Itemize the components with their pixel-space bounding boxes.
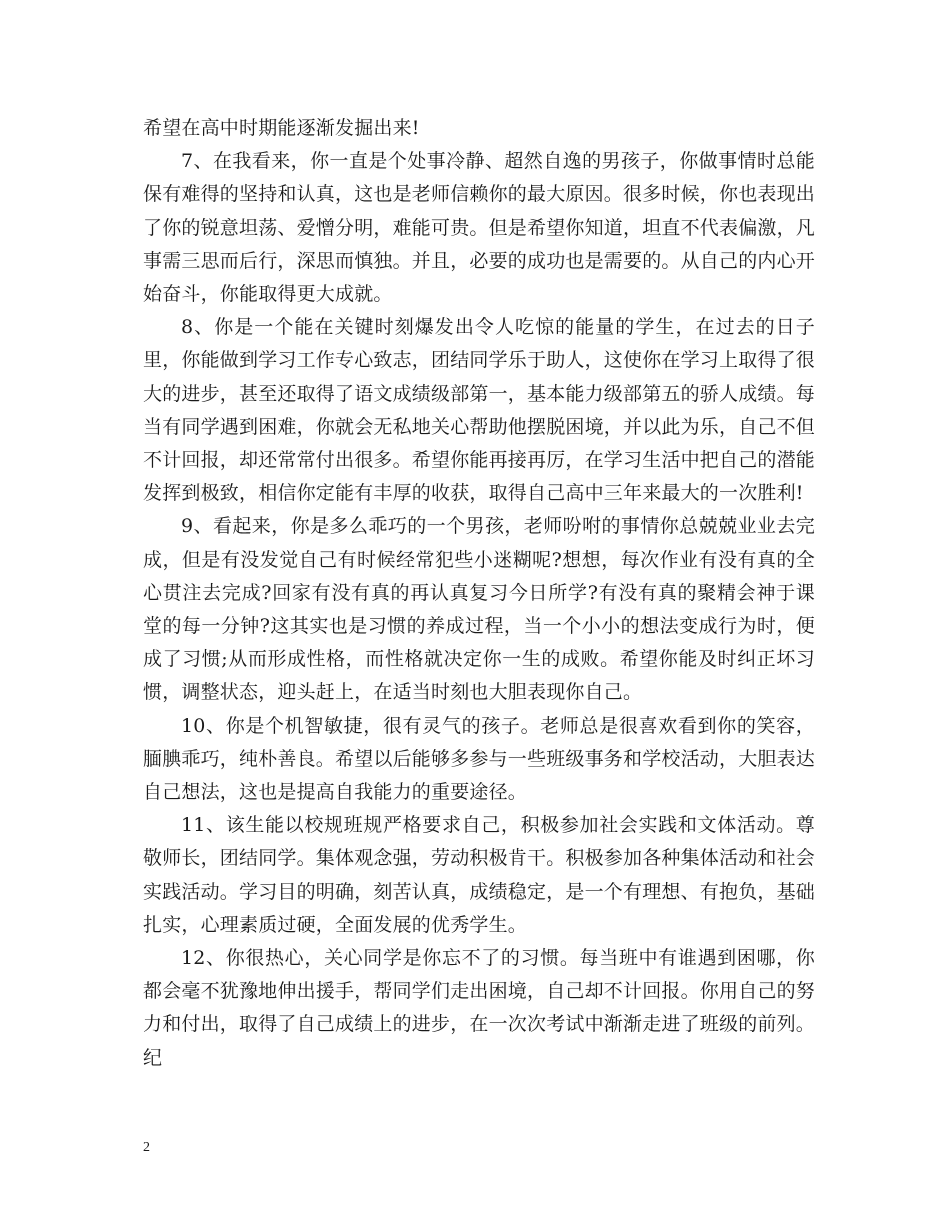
paragraph-comment-9: 9、看起来，你是多么乖巧的一个男孩，老师吩咐的事情你总兢兢业业去完成，但是有没发觉自己有时候经常犯些小迷糊呢?想想，每次作业有没有真的全心贯注去完成?回家有没有真的再认真复习今日所学?有没有真的聚精会神于课堂的每一分钟?这其实也是习惯的养成过程，当一个小小的想法变成行为时，便成了习惯;从而形成性格，而性格就决定你一生的成败。希望你能及时纠正坏习惯，调整状态，迎头赶上，在适当时刻也大胆表现你自己。 [143,515,815,704]
paragraph-comment-11: 11、该生能以校规班规严格要求自己，积极参加社会实践和文体活动。尊敬师长，团结同学。集体观念强，劳动积极肯干。积极参加各种集体活动和社会实践活动。学习目的明确，刻苦认真，成绩稳定，是一个有理想、有抱负，基础扎实，心理素质过硬，全面发展的优秀学生。 [143,814,816,936]
document-body [143,112,815,1075]
paragraph-continuation: 希望在高中时期能逐渐发掘出来! [143,117,420,139]
paragraph-comment-7: 7、在我看来，你一直是个处事冷静、超然自逸的男孩子，你做事情时总能保有难得的坚持和认真，这也是老师信赖你的最大原因。很多时候，你也表现出了你的锐意坦荡、爱憎分明，难能可贵。但是希望你知道，坦直不代表偏激，凡事需三思而后行，深思而慎独。并且，必要的成功也是需要的。从自己的内心开始奋斗，你能取得更大成就。 [143,150,816,306]
paragraph-comment-10: 10、你是个机智敏捷，很有灵气的孩子。老师总是很喜欢看到你的笑容，腼腆乖巧，纯朴善良。希望以后能够多参与一些班级事务和学校活动，大胆表达自己想法，这也是提高自我能力的重要途径。 [143,714,816,804]
page-number: 2 [143,1140,150,1155]
paragraph-comment-12: 12、你很热心，关心同学是你忘不了的习惯。每当班中有谁遇到困哪，你都会毫不犹豫地伸出援手，帮同学们走出困境，自己却不计回报。你用自己的努力和付出，取得了自己成绩上的进步，在一次次考试中渐渐走进了班级的前列。纪 [143,947,816,1069]
paragraph-comment-8: 8、你是一个能在关键时刻爆发出令人吃惊的能量的学生，在过去的日子里，你能做到学习工作专心致志，团结同学乐于助人，这使你在学习上取得了很大的进步，甚至还取得了语文成绩级部第一，基本能力级部第五的骄人成绩。每当有同学遇到困难，你就会无私地关心帮助他摆脱困境，并以此为乐，自己不但不计回报，却还常常付出很多。希望你能再接再厉，在学习生活中把自己的潜能发挥到极致，相信你定能有丰厚的收获，取得自己高中三年来最大的一次胜利! [143,316,816,505]
